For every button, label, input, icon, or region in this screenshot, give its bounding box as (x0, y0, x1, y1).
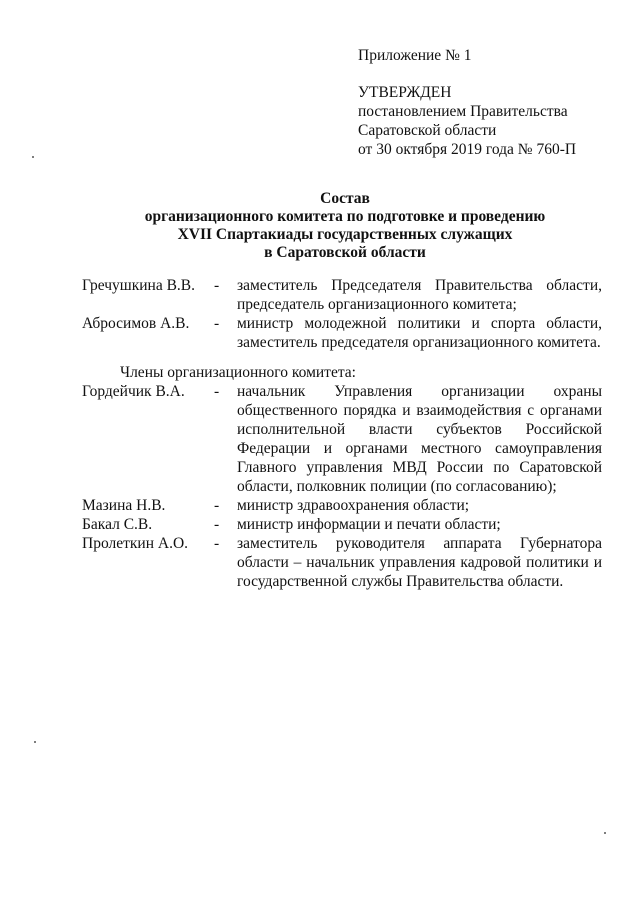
list-item (82, 382, 602, 496)
person-name: Гордейчик В.А. (82, 383, 185, 400)
person-name: Мазина Н.В. (82, 497, 166, 514)
dash-separator: - (214, 383, 220, 400)
approved-by-line-1: постановлением Правительства (358, 103, 568, 120)
person-role: заместитель Председателя Правительства области, председатель организационного комитета; (237, 277, 602, 313)
person-name: Гречушкина В.В. (82, 277, 196, 294)
list-item (82, 515, 602, 534)
list-item (82, 276, 602, 314)
dash-separator: - (214, 535, 220, 552)
person-role: заместитель руководителя аппарата Губернатора области – начальник управления кадровой политики и государственной службы Правительства области. (237, 535, 602, 590)
dash-separator: - (214, 516, 220, 533)
person-name: Абросимов А.В. (82, 315, 190, 332)
leadership-list (82, 276, 602, 352)
person-name: Пролеткин А.О. (82, 535, 189, 552)
person-name: Бакал С.В. (82, 516, 153, 533)
title-line-1: Состав (320, 190, 370, 207)
person-role: министр молодежной политики и спорта области, заместитель председателя организационного комитета. (237, 315, 602, 351)
dash-separator: - (214, 315, 220, 332)
list-item (82, 314, 602, 352)
approved-label: УТВЕРЖДЕН (358, 84, 452, 101)
approved-by-line-2: Саратовской области (358, 122, 497, 139)
scan-speck (32, 156, 34, 158)
list-item (82, 496, 602, 515)
document-title (100, 190, 590, 262)
dash-separator: - (214, 497, 220, 514)
dash-separator: - (214, 277, 220, 294)
approval-date: от 30 октября 2019 года № 760-П (358, 141, 577, 158)
person-role: начальник Управления организации охраны общественного порядка и взаимодействия с органами исполнительной власти субъектов Российской Федерации и органами местного самоуправления Главного управления МВД России по Саратовской области, полковник полиции (по согласованию); (237, 383, 602, 495)
members-heading: Члены организационного комитета: (120, 364, 356, 381)
approval-block (358, 46, 576, 159)
title-line-2: организационного комитета по подготовке и проведению (144, 208, 546, 225)
members-list (82, 382, 602, 591)
person-role: министр информации и печати области; (237, 516, 501, 533)
scan-speck (604, 832, 606, 834)
title-line-3: XVII Спартакиады государственных служащих (177, 226, 513, 243)
appendix-label: Приложение № 1 (358, 47, 472, 64)
list-item (82, 534, 602, 591)
person-role: министр здравоохранения области; (237, 497, 470, 514)
scan-speck (34, 741, 36, 743)
title-line-4: в Саратовской области (264, 244, 426, 261)
